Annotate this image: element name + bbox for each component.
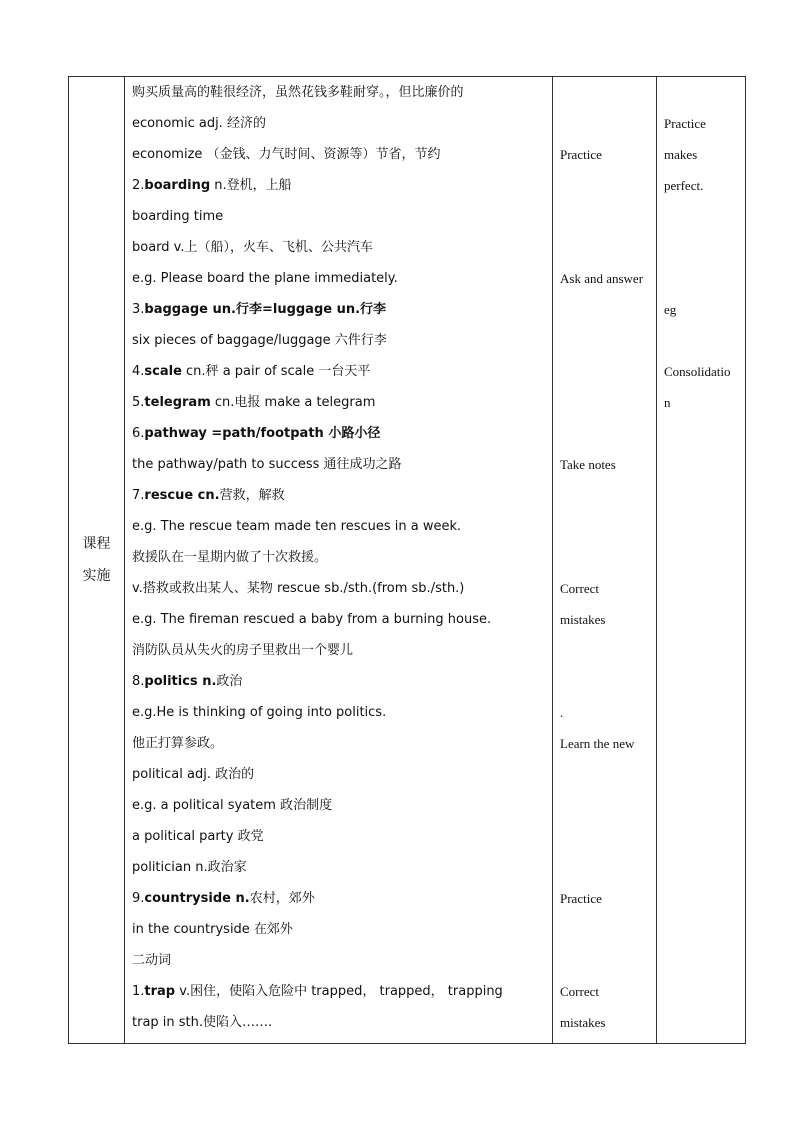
item-number: 2. [132, 178, 145, 193]
section-label-line-1: 课程 [82, 536, 111, 552]
content-line: the pathway/path to success 通往成功之路 [132, 457, 402, 472]
vocab-definition: 农村，郊外 [249, 891, 315, 906]
activity-cell [553, 77, 657, 1044]
goal-cell [657, 77, 746, 1044]
lesson-plan-table [68, 76, 746, 1044]
content-line: economize （金钱、力气时间、资源等）节省，节约 [132, 147, 441, 162]
content-line [132, 426, 380, 442]
activity-line: Practice [560, 891, 602, 906]
activity-line: . [560, 705, 564, 720]
vocab-definition: 营救，解救 [219, 488, 285, 503]
vocab-keyword: countryside n. [144, 891, 250, 906]
item-number: 3. [132, 302, 145, 317]
content-line [132, 395, 375, 411]
goal-line: makes [664, 147, 698, 162]
content-line: economic adj. 经济的 [132, 116, 266, 131]
content-cell [125, 77, 553, 1044]
section-label-line-2: 实施 [82, 568, 111, 584]
vocab-keyword: pathway =path/footpath 小路小径 [144, 426, 381, 441]
vocab-keyword: scale [144, 364, 182, 379]
content-line: e.g.He is thinking of going into politics. [132, 705, 387, 720]
activity-line: mistakes [560, 1015, 606, 1030]
content-line: 他正打算参政。 [132, 736, 224, 751]
content-line: e.g. Please board the plane immediately. [132, 271, 398, 286]
item-number: 7. [132, 488, 145, 503]
content-line: politician n.政治家 [132, 860, 247, 875]
content-line: 消防队员从失火的房子里救出一个婴儿 [132, 643, 354, 658]
activity-line: Ask and answer [560, 271, 644, 286]
content-line [132, 891, 315, 907]
content-line: 救援队在一星期内做了十次救援。 [132, 550, 328, 565]
item-number: 4. [132, 364, 145, 379]
activity-line: Practice [560, 147, 602, 162]
vocab-keyword: politics n. [144, 674, 217, 689]
content-line [132, 178, 292, 194]
activity-line: Learn the new [560, 736, 635, 751]
vocab-definition: n.登机，上船 [210, 178, 292, 193]
vocab-definition: v.困住，使陷入危险中 trapped， trapped， trapping [175, 984, 503, 999]
content-line: e.g. a political syatem 政治制度 [132, 798, 333, 813]
activity-line: Correct [560, 984, 599, 999]
content-line: a political party 政党 [132, 829, 264, 844]
section-label-cell [69, 77, 125, 1044]
item-number: 1. [132, 984, 145, 999]
vocab-keyword: rescue cn. [144, 488, 220, 503]
vocab-keyword: trap [144, 984, 176, 999]
content-line [132, 302, 386, 318]
goal-line: eg [664, 302, 677, 317]
content-line: six pieces of baggage/luggage 六件行李 [132, 333, 387, 348]
goal-line: perfect. [664, 178, 704, 193]
activity-line: Correct [560, 581, 599, 596]
goal-line: Practice [664, 116, 706, 131]
content-line: 二动词 [132, 953, 172, 968]
content-line [132, 674, 242, 690]
activity-line: mistakes [560, 612, 606, 627]
activity-line: Take notes [560, 457, 616, 472]
content-line: v.搭救或救出某人、某物 rescue sb./sth.(from sb./sth.) [132, 581, 465, 596]
goal-column [657, 77, 745, 1043]
vocab-definition: cn.电报 make a telegram [210, 395, 376, 410]
content-line [132, 488, 285, 504]
content-line: e.g. The rescue team made ten rescues in a week. [132, 519, 462, 534]
vocab-keyword: baggage un.行李=luggage un.行李 [144, 302, 387, 317]
activity-column [553, 77, 656, 1043]
vocab-definition: 政治 [216, 674, 243, 689]
item-number: 5. [132, 395, 145, 410]
vocab-keyword: telegram [144, 395, 211, 410]
content-line: e.g. The fireman rescued a baby from a burning house. [132, 612, 492, 627]
content-line: board v.上（船），火车、飞机、公共汽车 [132, 240, 373, 255]
content-line: 购买质量高的鞋很经济，虽然花钱多鞋耐穿。，但比廉价的 [132, 85, 464, 100]
content-line: in the countryside 在郊外 [132, 922, 293, 937]
content-column [125, 77, 552, 1043]
content-line: trap in sth.使陷入……. [132, 1015, 273, 1030]
item-number: 9. [132, 891, 145, 906]
goal-line: n [664, 395, 671, 410]
goal-line: Consolidatio [664, 364, 731, 379]
content-line: boarding time [132, 209, 224, 224]
item-number: 6. [132, 426, 145, 441]
vocab-keyword: boarding [144, 178, 211, 193]
content-line [132, 364, 370, 380]
item-number: 8. [132, 674, 145, 689]
vocab-definition: cn.秤 a pair of scale 一台天平 [181, 364, 371, 379]
content-line [132, 984, 503, 1000]
content-line: political adj. 政治的 [132, 767, 255, 782]
